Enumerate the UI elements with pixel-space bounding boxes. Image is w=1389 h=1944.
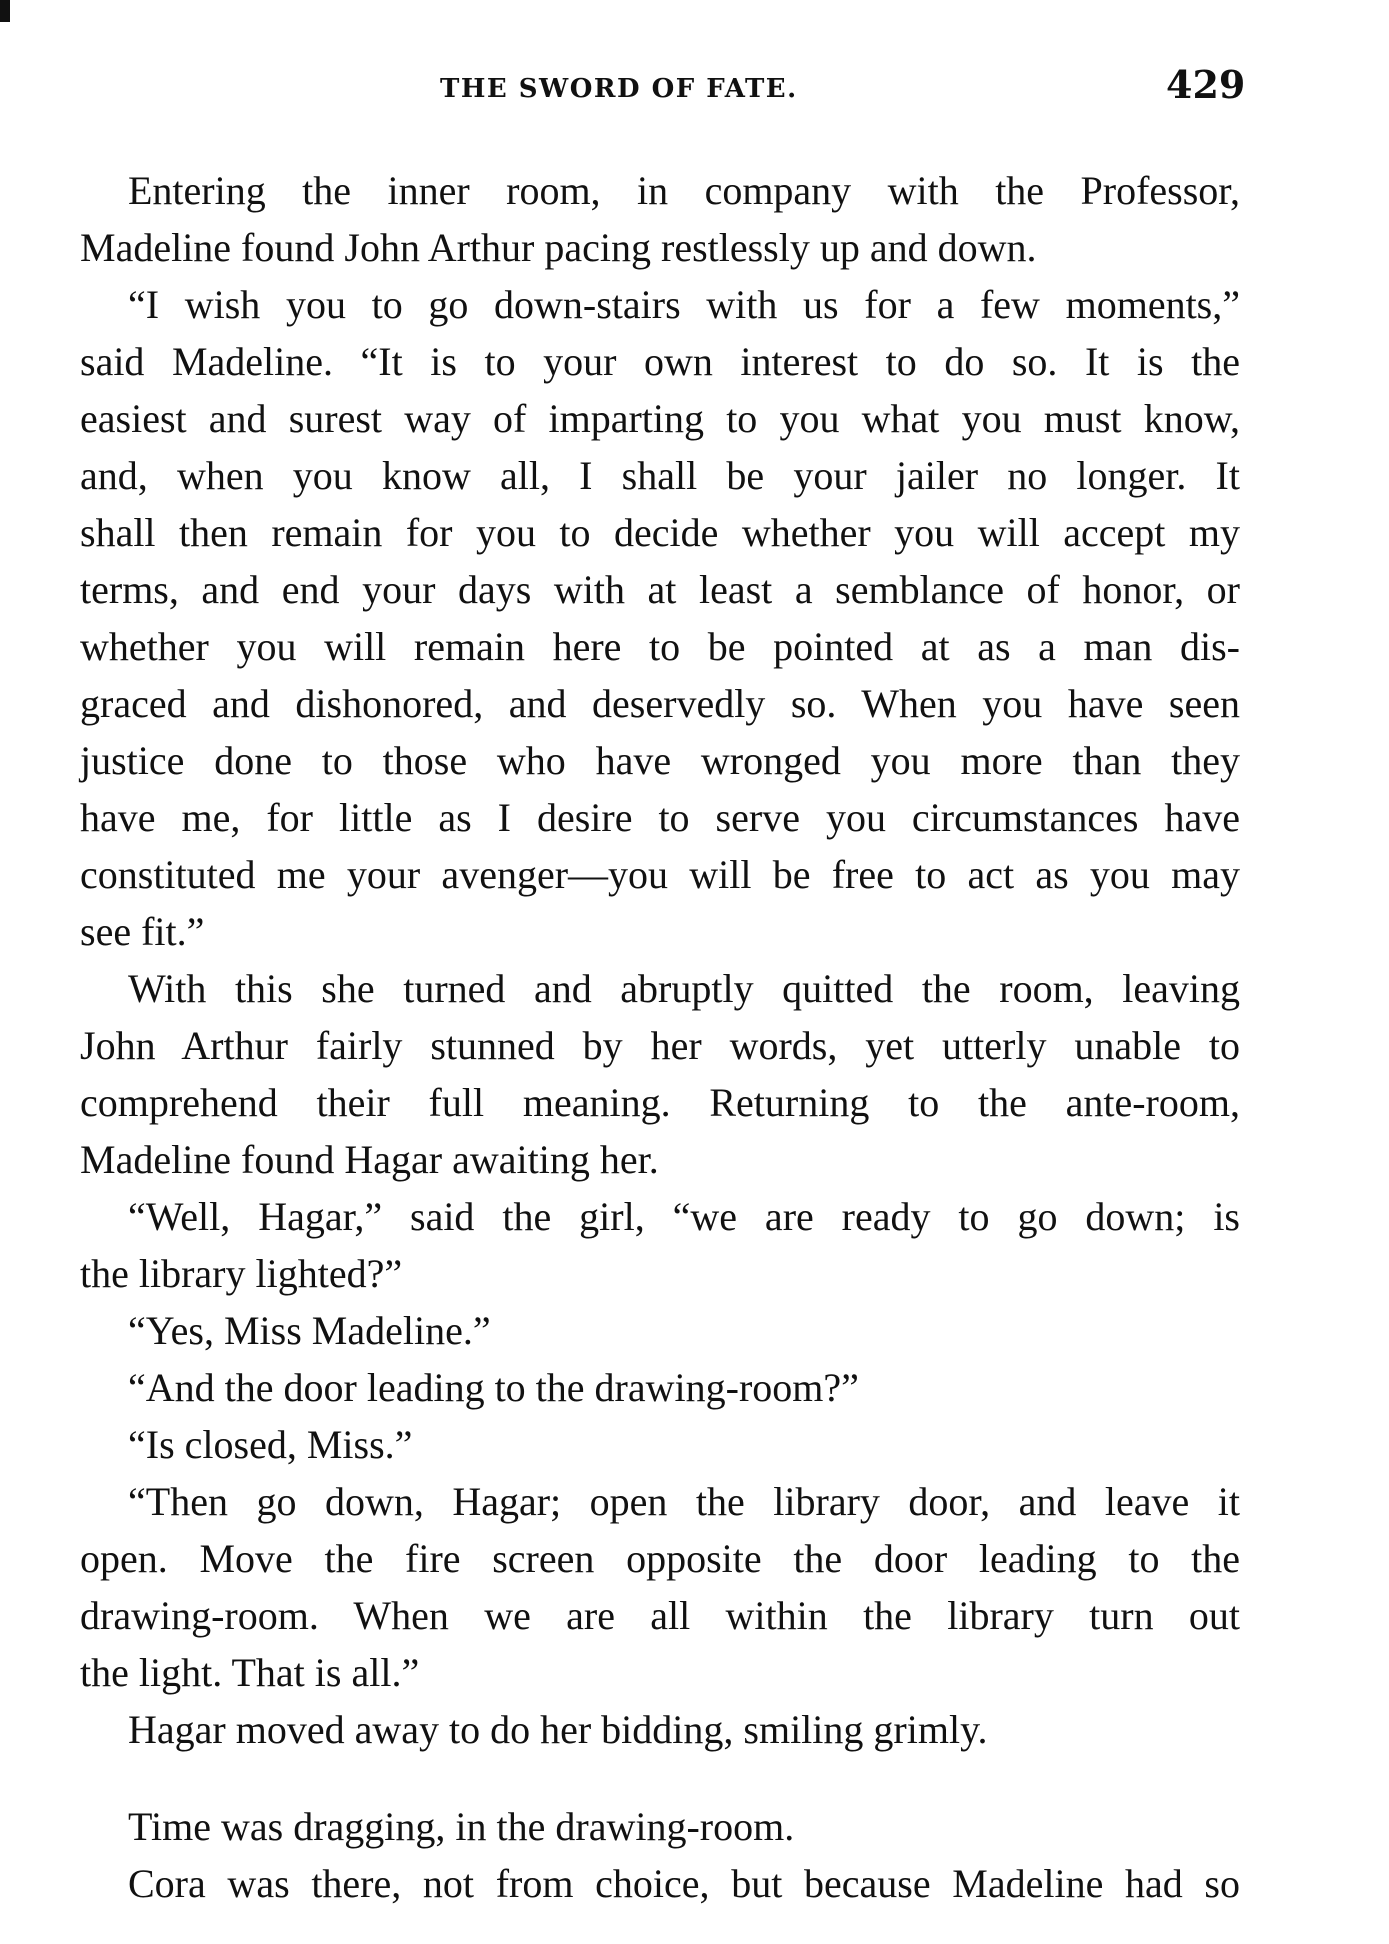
text-line: comprehend their full meaning. Returning to the ante-room, <box>80 1080 1240 1125</box>
text-line: terms, and end your days with at least a semblance of honor, or <box>80 567 1240 612</box>
text-line: John Arthur fairly stunned by her words, yet utterly unable to <box>80 1023 1240 1068</box>
text-line: Entering the inner room, in company with the Professor, <box>128 168 1240 213</box>
text-line: have me, for little as I desire to serve you circumstances have <box>80 795 1240 840</box>
text-line: “I wish you to go down-stairs with us for a few moments,” <box>128 282 1240 327</box>
text-line: shall then remain for you to decide whether you will accept my <box>80 510 1240 555</box>
text-line: see fit.” <box>80 909 205 954</box>
text-line: Hagar moved away to do her bidding, smiling grimly. <box>128 1707 988 1752</box>
text-line: whether you will remain here to be pointed at as a man dis- <box>80 624 1240 669</box>
page-header <box>0 62 1389 122</box>
text-line: Cora was there, not from choice, but because Madeline had so <box>128 1861 1240 1906</box>
text-line: the light. That is all.” <box>80 1650 420 1695</box>
text-line: drawing-room. When we are all within the library turn out <box>80 1593 1240 1638</box>
page-number: 429 <box>1166 62 1246 107</box>
text-line: “Then go down, Hagar; open the library door, and leave it <box>128 1479 1240 1524</box>
body-text <box>80 162 1240 1912</box>
text-line: justice done to those who have wronged you more than they <box>80 738 1240 783</box>
text-line: Madeline found John Arthur pacing restlessly up and down. <box>80 225 1037 270</box>
text-line: easiest and surest way of imparting to you what you must know, <box>80 396 1240 441</box>
text-line: graced and dishonored, and deservedly so. When you have seen <box>80 681 1240 726</box>
scan-artifact-mark <box>0 0 10 22</box>
text-line: Madeline found Hagar awaiting her. <box>80 1137 659 1182</box>
text-line: said Madeline. “It is to your own interest to do so. It is the <box>80 339 1240 384</box>
text-line: “Yes, Miss Madeline.” <box>128 1308 491 1353</box>
text-line: Time was dragging, in the drawing-room. <box>128 1804 795 1849</box>
text-line: and, when you know all, I shall be your jailer no longer. It <box>80 453 1240 498</box>
text-line: constituted me your avenger—you will be free to act as you may <box>80 852 1240 897</box>
text-line: With this she turned and abruptly quitted the room, leaving <box>128 966 1240 1011</box>
text-line: open. Move the fire screen opposite the door leading to the <box>80 1536 1240 1581</box>
text-line: “And the door leading to the drawing-room?” <box>128 1365 859 1410</box>
running-head-title: THE SWORD OF FATE. <box>440 74 798 104</box>
text-line: “Is closed, Miss.” <box>128 1422 413 1467</box>
section-break <box>80 1758 1240 1798</box>
text-line: “Well, Hagar,” said the girl, “we are ready to go down; is <box>128 1194 1240 1239</box>
text-line: the library lighted?” <box>80 1251 403 1296</box>
